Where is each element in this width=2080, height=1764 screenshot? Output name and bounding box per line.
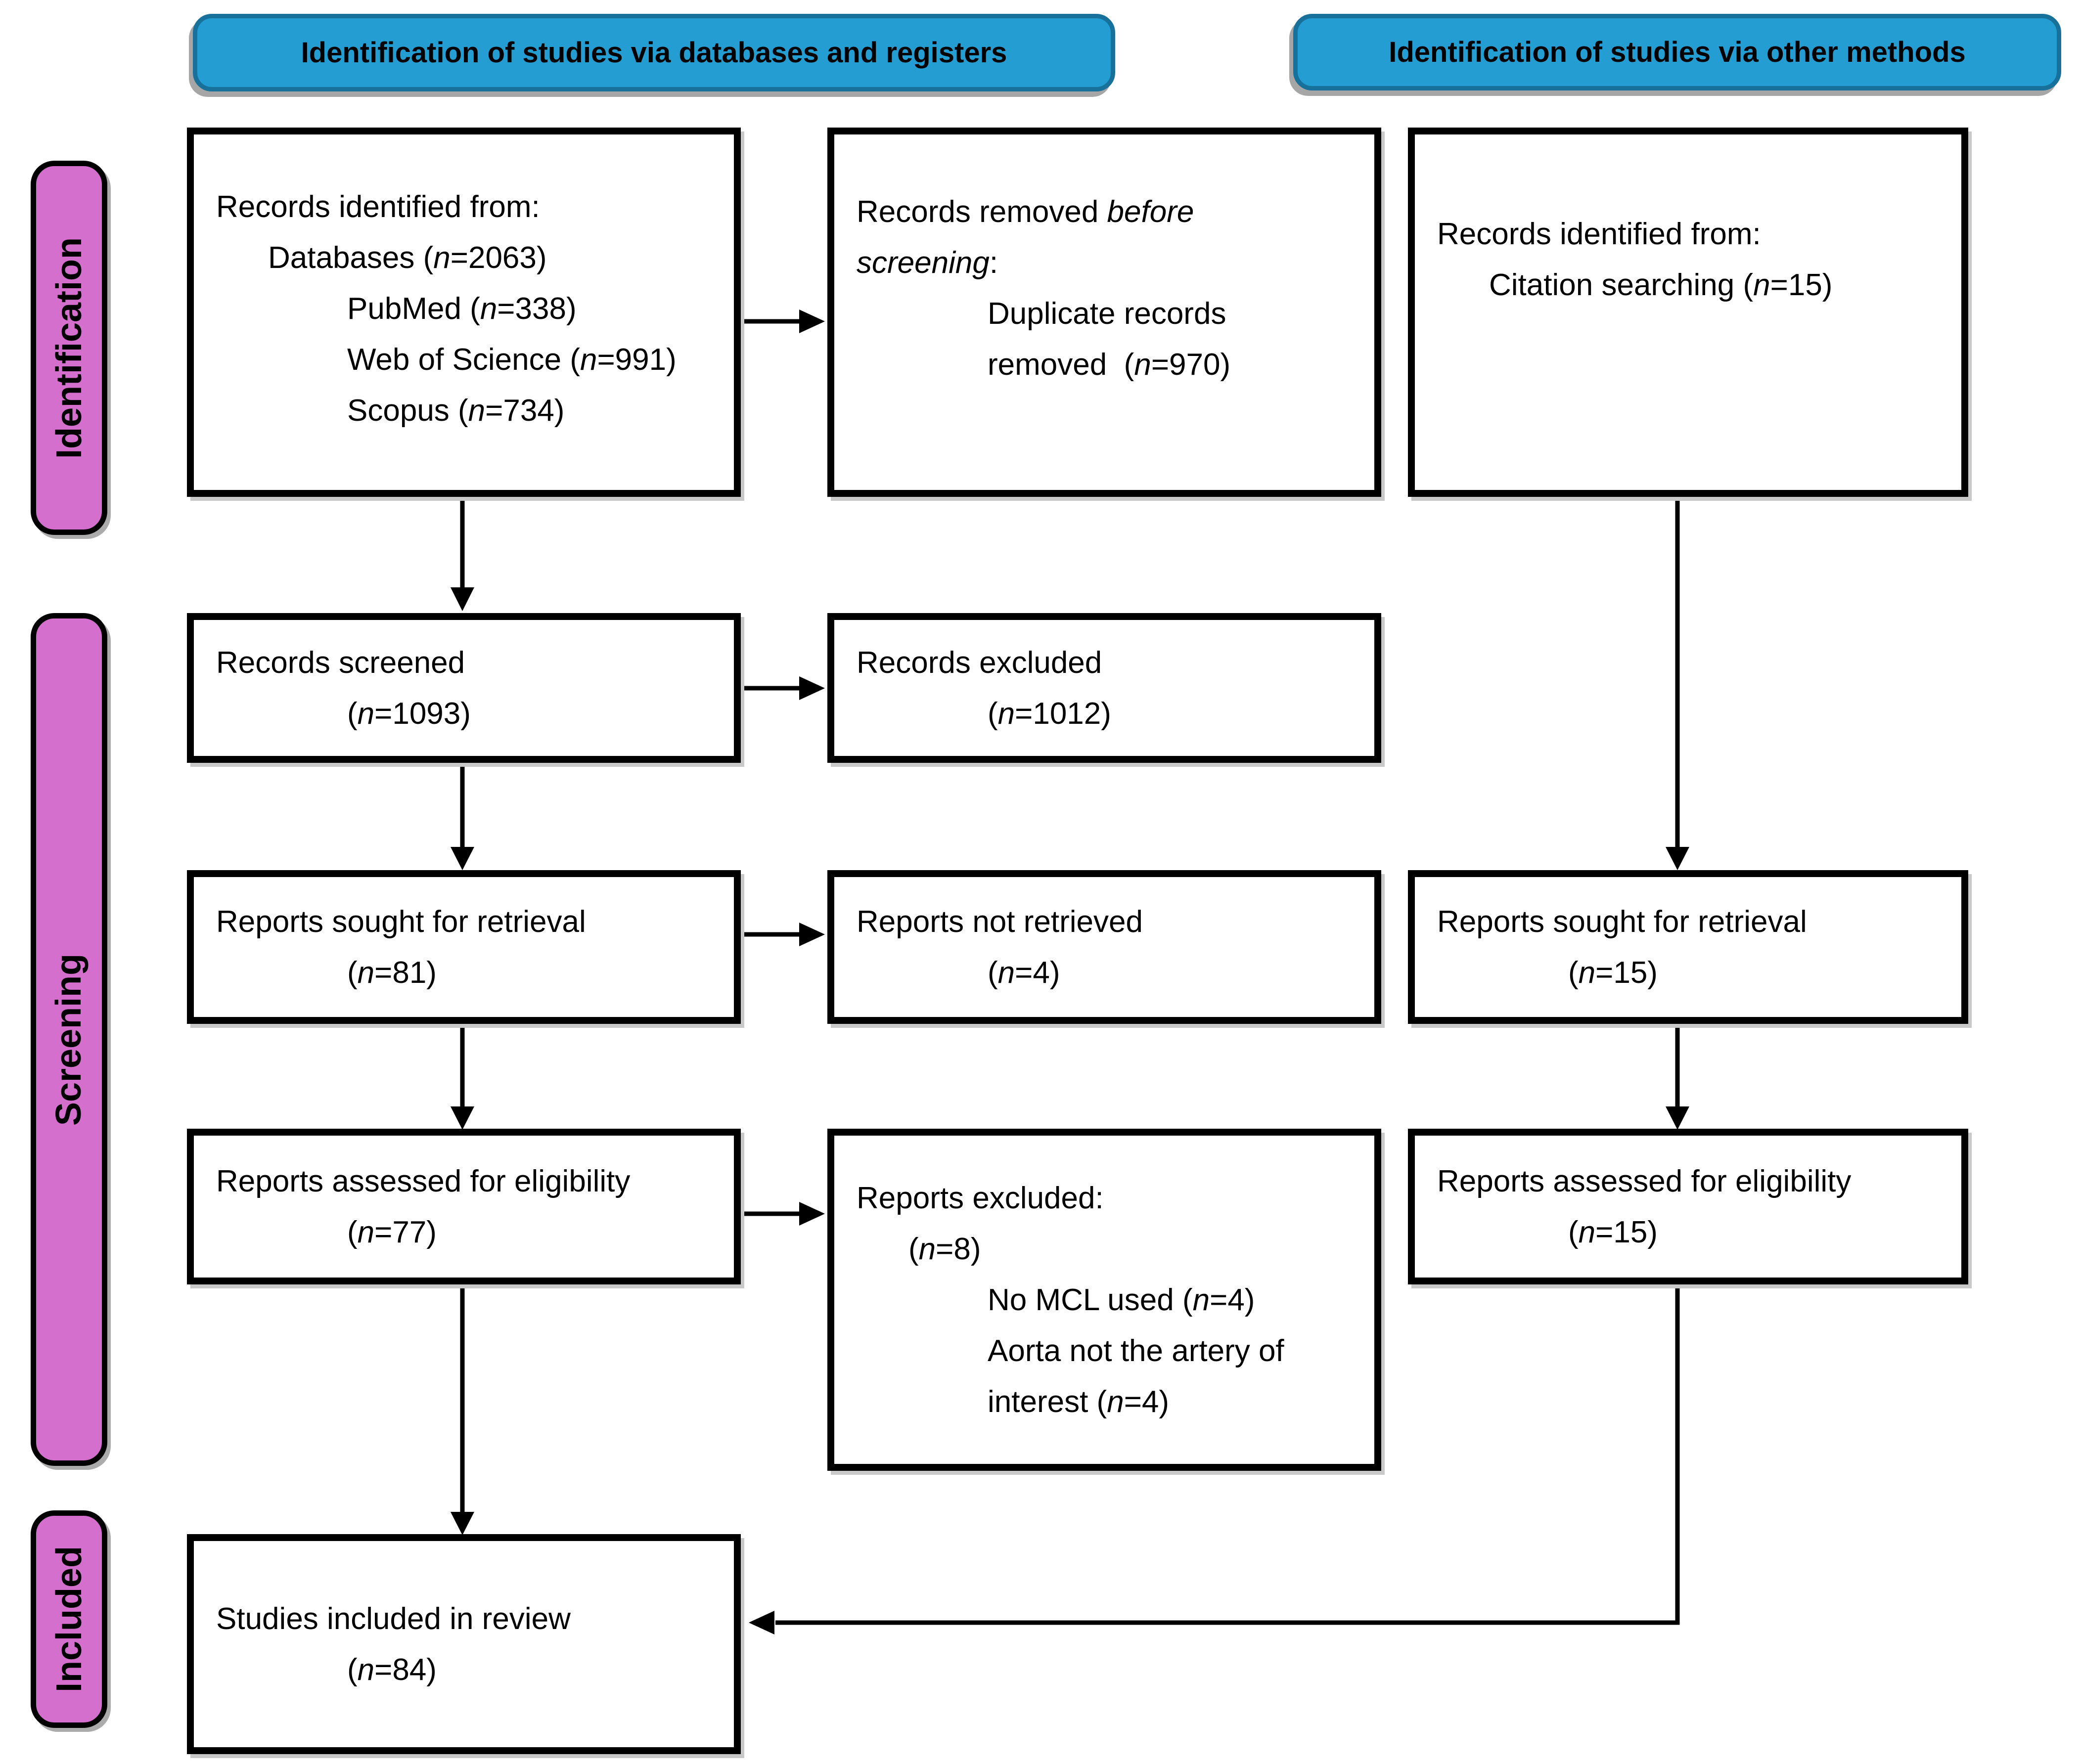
text-line: Studies included in review (216, 1601, 571, 1636)
arrow-identified-to-screened (451, 495, 474, 611)
text-line: interest (n=4) (988, 1384, 1170, 1419)
stage-identification-label: Identification (49, 237, 89, 459)
text-line: Databases (n=2063) (268, 241, 547, 275)
stage-identification (31, 161, 107, 535)
text-line: PubMed (n=338) (347, 292, 577, 326)
stage-included (31, 1510, 107, 1728)
stage-included-label: Included (49, 1545, 89, 1693)
text-line: Records identified from: (1437, 217, 1761, 251)
text-line: Records identified from: (216, 190, 540, 224)
box-records-excluded (827, 613, 1381, 763)
header-other-methods (1293, 14, 2061, 90)
box-reports-sought-other (1408, 870, 1968, 1024)
text-line: Duplicate records (988, 297, 1226, 331)
arrow-citation-to-sought-other (1666, 495, 1689, 870)
text-line: (n=77) (347, 1215, 437, 1249)
arrow-assessed-to-excluded (740, 1202, 825, 1226)
text-line: (n=15) (1568, 1215, 1658, 1249)
text-line: Reports assessed for eligibility (1437, 1164, 1852, 1198)
text-line: (n=1012) (988, 696, 1111, 731)
stage-screening (31, 613, 107, 1466)
arrow-identified-to-removed (740, 309, 825, 333)
arrow-sought-to-assessed (451, 1023, 474, 1130)
text-line: Reports not retrieved (857, 904, 1143, 939)
text-line: (n=8) (908, 1232, 981, 1266)
text-line: Aorta not the artery of (988, 1333, 1284, 1368)
header-other-methods-label: Identification of studies via other methods (1389, 36, 1966, 68)
box-reports-excluded-reasons (827, 1129, 1381, 1471)
box-records-removed-before-screening (827, 128, 1381, 497)
text-line: (n=81) (347, 955, 437, 990)
text-line: screening: (857, 246, 998, 280)
header-databases-registers (193, 14, 1115, 91)
text-line: Citation searching (n=15) (1489, 268, 1833, 302)
text-line: Records removed before (857, 195, 1194, 229)
text-line: Web of Science (n=991) (347, 343, 677, 377)
box-studies-included (187, 1534, 741, 1754)
text-line: (n=1093) (347, 696, 471, 731)
text-line: No MCL used (n=4) (988, 1282, 1255, 1317)
text-line: removed (n=970) (988, 348, 1231, 382)
box-reports-assessed (187, 1129, 741, 1284)
box-records-identified-citation (1408, 128, 1968, 497)
arrow-screened-to-sought (451, 762, 474, 870)
text-line: Reports sought for retrieval (216, 904, 586, 939)
text-line: Reports sought for retrieval (1437, 904, 1807, 939)
arrow-assessed-to-included (451, 1283, 474, 1535)
text-line: Records excluded (857, 645, 1102, 680)
text-line: (n=15) (1568, 955, 1658, 990)
text-line: Reports assessed for eligibility (216, 1164, 631, 1198)
arrow-sought-to-not-retrieved (740, 923, 825, 946)
text-line: (n=84) (347, 1652, 437, 1687)
box-reports-sought (187, 870, 741, 1024)
text-line: Records screened (216, 645, 465, 680)
text-line: Reports excluded: (857, 1181, 1104, 1215)
text-line: (n=4) (988, 955, 1060, 990)
box-records-identified (187, 128, 741, 497)
box-reports-assessed-other (1408, 1129, 1968, 1284)
header-databases-registers-label: Identification of studies via databases and registers (301, 37, 1007, 69)
box-records-screened (187, 613, 741, 763)
stage-screening-label: Screening (49, 953, 89, 1126)
text-line: Scopus (n=734) (347, 394, 565, 428)
arrow-sought-other-to-assessed-other (1666, 1023, 1689, 1130)
box-reports-not-retrieved (827, 870, 1381, 1024)
arrow-screened-to-excluded (740, 676, 825, 700)
